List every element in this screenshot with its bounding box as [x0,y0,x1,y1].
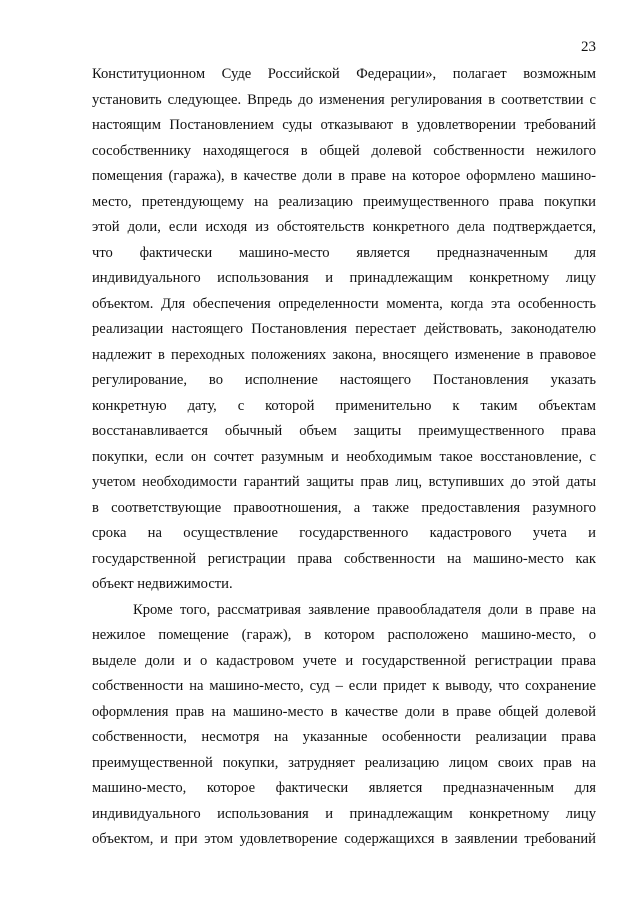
paragraph [92,598,596,853]
text-line: Кроме того, рассматривая заявление правообладателя доли в праве на [133,601,596,618]
text-line: восстанавливается обычный объем защиты преимущественного права [92,423,596,439]
text-line: государственной регистрации права собственности на машино-место как [92,550,596,567]
text-line: регулирование, во исполнение настоящего Постановления указать [92,372,596,388]
text-line: надлежит в переходных положениях закона, вносящего изменение в правовое [92,346,596,363]
text-line: помещения (гаража), в качестве доли в праве на которое оформлено машино- [92,168,596,184]
text-line: покупки, если он сочтет разумным и необходимым такое восстановление, с [92,448,596,465]
text-line: собственности на машино-место, суд – если придет к выводу, что сохранение [92,678,596,694]
page-number: 23 [581,39,596,55]
text-line: машино-место, которое фактически является предназначенным для [92,780,596,796]
text-line: индивидуального использования и принадлежащим конкретному лицу [92,270,596,286]
text-line: преимущественной покупки, затрудняет реализацию лицом своих прав на [92,754,596,771]
body-text [92,62,596,853]
text-line: установить следующее. Впредь до изменения регулирования в соответствии с [92,91,596,108]
text-line: оформления прав на машино-место в качестве доли в праве общей долевой [92,703,596,720]
text-line: выделе доли и о кадастровом учете и государственной регистрации права [92,652,596,669]
text-line: настоящим Постановлением суды отказывают в удовлетворении требований [92,117,596,133]
text-line: в соответствующие правоотношения, а также предоставления разумного [92,499,596,516]
text-line: объект недвижимости. [92,576,233,592]
text-line: объектом. Для обеспечения определенности момента, когда эта особенность [92,295,596,312]
paragraph [92,62,596,598]
text-line: собственности, несмотря на указанные особенности реализации права [92,729,596,745]
text-line: индивидуального использования и принадлежащим конкретному лицу [92,805,596,822]
text-line: срока на осуществление государственного кадастрового учета и [92,525,596,541]
text-line: место, претендующему на реализацию преимущественного права покупки [92,193,596,210]
text-line: что фактически машино-место является предназначенным для [92,244,596,261]
text-line: объектом, и при этом удовлетворение содержащихся в заявлении требований [92,831,596,847]
text-line: учетом необходимости гарантий защиты прав лиц, вступивших до этой даты [92,474,596,490]
text-line: конкретную дату, с которой применительно к таким объектам [92,397,596,414]
text-line: Конституционном Суде Российской Федерации», полагает возможным [92,66,596,82]
text-line: нежилое помещение (гараж), в котором расположено машино-место, о [92,627,596,643]
text-line: этой доли, если исходя из обстоятельств конкретного дела подтверждается, [92,219,596,235]
text-line: сособственнику находящегося в общей долевой собственности нежилого [92,142,596,159]
text-line: реализации настоящего Постановления перестает действовать, законодателю [92,321,596,337]
